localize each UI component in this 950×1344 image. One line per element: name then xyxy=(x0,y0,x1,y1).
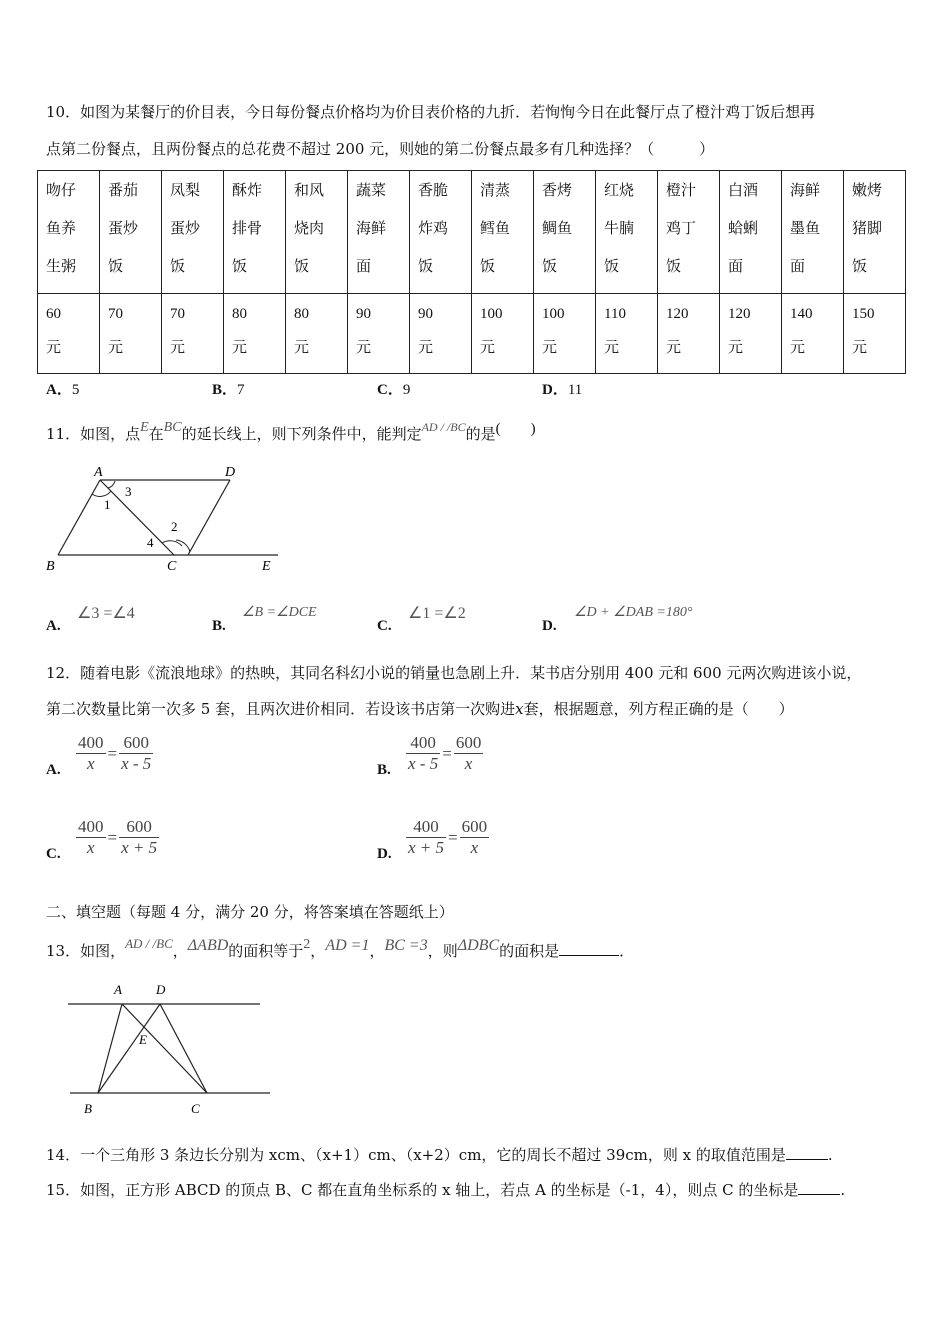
menu-dish-name: 橙汁 鸡丁 饭 xyxy=(658,171,720,294)
q11-stem: 11．如图，点E在BC的延长线上，则下列条件中，能判定$^{AD / /BC}$的是( ) xyxy=(46,420,536,443)
menu-price-row xyxy=(38,294,906,374)
fig11-angle-2: 2 xyxy=(171,519,178,534)
q10-option-b: B．7 xyxy=(212,382,245,398)
menu-dish-price: 60 元 xyxy=(38,294,100,374)
fig11-label-d: D xyxy=(225,465,236,480)
fig11-angle-4: 4 xyxy=(147,535,154,550)
q12-option-a: A. xyxy=(46,762,61,778)
menu-dish-name: 香脆 炸鸡 饭 xyxy=(410,171,472,294)
q11-parallelogram-figure xyxy=(40,458,290,578)
q12-option-c-equation: $\frac{400}{x}$ = $\frac{600}{x + 5}$ xyxy=(78,817,158,857)
menu-dish-price: 100 元 xyxy=(534,294,596,374)
menu-dish-name: 白酒 蛤蜊 面 xyxy=(720,171,782,294)
menu-dish-name: 番茄 蛋炒 饭 xyxy=(100,171,162,294)
q12-option-a-equation: $\frac{400}{x}$ = $\frac{600}{x - 5}$ xyxy=(78,733,152,773)
q12-option-d: D. xyxy=(377,846,392,862)
q13-stem: 13．如图，AD / /BC，ΔABD的面积等于2，AD =1，BC =3，则ΔDBC的面积是 ． xyxy=(46,936,635,960)
fig13-label-e: E xyxy=(139,1032,147,1047)
menu-dish-price: 120 元 xyxy=(720,294,782,374)
q12-text-line2: 第二次数量比第一次多 5 套，且两次进价相同．若设该书店第一次购进x套，根据题意，列方程正确的是（ ） xyxy=(46,700,794,718)
menu-dish-price: 150 元 xyxy=(844,294,906,374)
q11-option-d-math: ∠D + ∠DAB =180° xyxy=(574,605,693,620)
menu-dish-name: 香烤 鲷鱼 饭 xyxy=(534,171,596,294)
menu-dish-price: 140 元 xyxy=(782,294,844,374)
menu-dish-name: 和风 烧肉 饭 xyxy=(286,171,348,294)
q10-option-d: D．11 xyxy=(542,382,583,398)
menu-dish-name: 吻仔 鱼养 生粥 xyxy=(38,171,100,294)
fig11-angle-3: 3 xyxy=(125,484,132,499)
q15-stem: 15．如图，正方形 ABCD 的顶点 B、C 都在直角坐标系的 x 轴上，若点 A 的坐标是（-1，4），则点 C 的坐标是 . xyxy=(46,1181,846,1199)
menu-dish-name: 凤梨 蛋炒 饭 xyxy=(162,171,224,294)
q11-option-a: A. xyxy=(46,618,61,634)
fig11-angle-1: 1 xyxy=(104,497,111,512)
q13-answer-blank xyxy=(559,941,619,956)
menu-dish-name: 清蒸 鳕鱼 饭 xyxy=(472,171,534,294)
menu-dish-price: 90 元 xyxy=(348,294,410,374)
menu-dish-name: 嫩烤 猪脚 饭 xyxy=(844,171,906,294)
fig13-label-a: A xyxy=(114,982,122,997)
q11-option-d: D. xyxy=(542,618,557,634)
fig11-label-a: A xyxy=(94,465,103,480)
fig11-label-b: B xyxy=(46,559,55,574)
fig13-label-d: D xyxy=(156,982,166,997)
menu-dish-price: 100 元 xyxy=(472,294,534,374)
menu-dish-price: 70 元 xyxy=(100,294,162,374)
menu-dish-price: 110 元 xyxy=(596,294,658,374)
q11-option-c: C. xyxy=(377,618,392,634)
fig11-label-c: C xyxy=(167,559,177,574)
q13-trapezoid-figure xyxy=(60,976,280,1121)
menu-dish-name: 海鲜 墨鱼 面 xyxy=(782,171,844,294)
menu-dish-price: 80 元 xyxy=(224,294,286,374)
q10-text-line2: 点第二份餐点，且两份餐点的总花费不超过 200 元，则她的第二份餐点最多有几种选择？（ ） xyxy=(46,140,715,158)
fig13-label-b: B xyxy=(84,1101,92,1116)
q15-answer-blank xyxy=(798,1180,840,1195)
q14-stem: 14．一个三角形 3 条边长分别为 xcm、（x+1）cm、（x+2）cm，它的周长不超过 39cm，则 x 的取值范围是 . xyxy=(46,1146,833,1164)
q12-option-b-equation: $\frac{400}{x - 5}$ = $\frac{600}{x}$ xyxy=(408,733,482,773)
q10-text-line1: 10．如图为某餐厅的价目表，今日每份餐点价格均为价目表价格的九折．若恂恂今日在此餐厅点了橙汁鸡丁饭后想再 xyxy=(46,103,816,121)
q12-option-c: C. xyxy=(46,846,61,862)
q11-option-c-math: ∠1 =∠2 xyxy=(408,605,466,622)
menu-dish-price: 70 元 xyxy=(162,294,224,374)
q14-answer-blank xyxy=(786,1145,828,1160)
menu-dish-name: 蔬菜 海鲜 面 xyxy=(348,171,410,294)
q10-option-c: C．9 xyxy=(377,382,411,398)
fig13-label-c: C xyxy=(191,1101,200,1116)
q11-option-a-math: ∠3 =∠4 xyxy=(77,605,135,622)
menu-dish-row xyxy=(38,171,906,294)
menu-dish-name: 红烧 牛腩 饭 xyxy=(596,171,658,294)
q11-option-b: B. xyxy=(212,618,226,634)
menu-dish-price: 90 元 xyxy=(410,294,472,374)
q12-text-line1: 12．随着电影《流浪地球》的热映，其同名科幻小说的销量也急剧上升．某书店分别用 400 元和 600 元两次购进该小说， xyxy=(46,664,862,682)
fig11-label-e: E xyxy=(262,559,271,574)
q11-option-b-math: ∠B =∠DCE xyxy=(242,605,317,620)
menu-dish-price: 80 元 xyxy=(286,294,348,374)
menu-dish-name: 酥炸 排骨 饭 xyxy=(224,171,286,294)
q12-option-b: B. xyxy=(377,762,391,778)
section-2-title: 二、填空题（每题 4 分，满分 20 分，将答案填在答题纸上） xyxy=(46,903,454,921)
q10-option-a: A．5 xyxy=(46,382,80,398)
menu-price-table xyxy=(37,170,906,374)
menu-dish-price: 120 元 xyxy=(658,294,720,374)
q12-option-d-equation: $\frac{400}{x + 5}$ = $\frac{600}{x}$ xyxy=(408,817,488,857)
